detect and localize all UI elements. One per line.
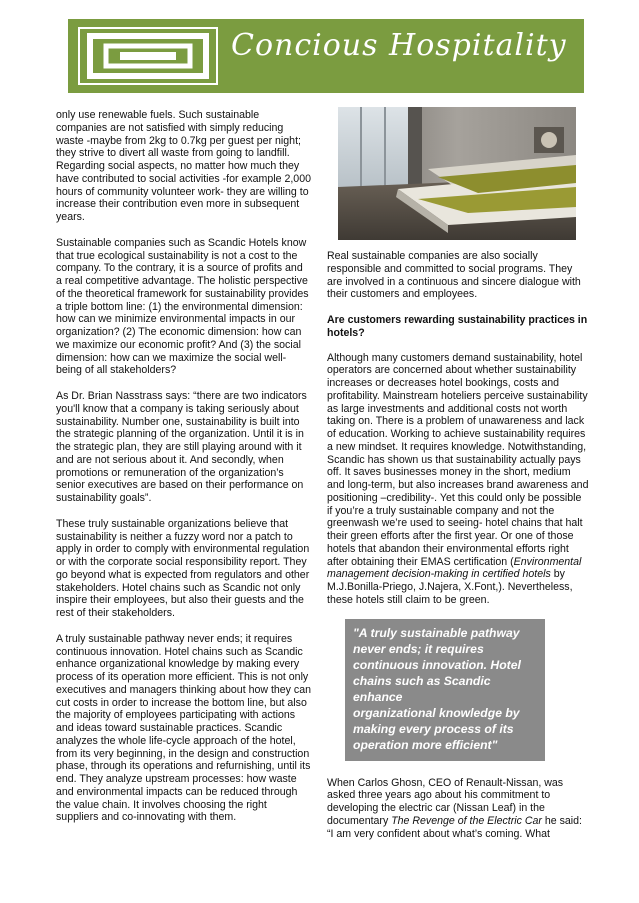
paragraph-text: When Carlos Ghosn, CEO of Renault-Nissan, was asked three years ago about his commitment to developing the electric car (Nissan Leaf) in the documentary <box>327 776 564 827</box>
paragraph: only use renewable fuels. Such sustainable companies are not satisfied with simply reducing waste -maybe from 2kg to 0.7kg per guest per night; they strive to divert all waste from going to landfill. Regarding social aspects, no matter how much they have contributed to social activities -for example 2,000 hours of community volunteer work- they are willing to increase their contribution even more in subsequent years. <box>56 109 311 223</box>
paragraph-text: by M.J.Bonilla-Priego, J.Najera, X.Font,). Nevertheless, these hotels still claim to be green. <box>327 568 573 606</box>
left-column <box>56 109 311 837</box>
pull-quote-line: continuous innovation. Hotel <box>353 657 521 672</box>
pull-quote <box>345 619 545 761</box>
paragraph-text: Although many customers demand sustainability, hotel operators are concerned about whether sustainability increases or decreases hotel bookings, costs and profitability. Mainstream hoteliers perceive sustainability as large investments and additional costs not worth taking on. There is a problem of unawareness and lack of education. Working to achieve sustainability requires a new mindset. It requires knowledge. Notwithstanding, Scandic has shown us that sustainability actually pays off. It saves businesses money in the short, medium and long-term, but also increases brand awareness and positioning –credibility-. Yet this could only be possible if you’re a truly sustainable company and not the greenwash we’re used to seeing- hotel chains that halt their green efforts after the first year. Or one of those hotels that abandon their environmental efforts right after obtaining their EMAS certification ( <box>327 351 589 568</box>
pull-quote-line: "A truly sustainable pathway <box>353 625 520 640</box>
paragraph <box>327 352 589 607</box>
pull-quote-line: operation more efficient" <box>353 737 498 752</box>
nested-squares-logo-icon <box>78 27 218 85</box>
paragraph: As Dr. Brian Nasstrass says: “there are two indicators you'll know that a company is taking seriously about sustainability. Number one, sustainability is built into the strategic planning of the organization. Until it is in the strategic plan, they are still playing around with it and are not serious about it. And secondly, when promotions or remuneration of the organization’s senior executives are based on their performance on sustainability goals”. <box>56 390 307 504</box>
paragraph: These truly sustainable organizations believe that sustainability is neither a fuzzy word nor a patch to apply in order to comply with environmental regulation or with the corporate social responsibility report. They go beyond what is expected from regulators and other stakeholders. Hotel chains such as Scandic not only inspire their employees, but also their guests and the rest of their stakeholders. <box>56 517 310 619</box>
hotel-room-photo <box>338 107 576 240</box>
header-banner <box>68 19 584 93</box>
paragraph: Sustainable companies such as Scandic Hotels know that true ecological sustainability is not a cost to the company. To the contrary, it is a source of profits and a real competitive advantage. The holistic perspective of the theoretical framework for sustainability provides a triple bottom line: (1) the environmental dimension: how can we minimize environmental impacts in our organization? (2) The economic dimension: how can we maximize our economic profit? And (3) the social dimension: how can we maximize the social well-being of all stakeholders? <box>56 236 309 377</box>
paragraph <box>327 777 589 841</box>
paragraph: A truly sustainable pathway never ends; it requires continuous innovation. Hotel chains such as Scandic enhance organizational knowledge by making every process of its operation more efficient. This is not only executives and managers thinking about how they can cut costs in order to increase the bottom line, but also the majority of employees participating with actions and ideas toward sustainable practices. Scandic analyzes the whole life-cycle approach of the hotel, from its very beginning, in the design and construction phase, through its operations and refurnishing, until its end. They analyze upstream processes: how waste and environmental impacts can be reduced through the value chain. It involves choosing the right suppliers and co-innovating with them. <box>56 632 312 824</box>
paragraph-text: he said: “I am very confident about what’s coming. What <box>327 814 582 840</box>
section-heading: Are customers rewarding sustainability practices in hotels? <box>327 314 588 339</box>
pull-quote-line: chains such as Scandic enhance <box>353 673 491 704</box>
paragraph: Real sustainable companies are also socially responsible and committed to social programs. They are involved in a continuous and sincere dialogue with their customers and employees. <box>327 250 581 301</box>
pull-quote-line: organizational knowledge by <box>353 705 520 720</box>
right-column <box>327 250 589 853</box>
pull-quote-line: never ends; it requires <box>353 641 484 656</box>
pull-quote-line: making every process of its <box>353 721 514 736</box>
citation: The Revenge of the Electric Car <box>391 814 542 827</box>
brand-title: Concious Hospitality <box>231 28 567 63</box>
citation: Environmental management decision-making in certified hotels <box>327 555 582 581</box>
